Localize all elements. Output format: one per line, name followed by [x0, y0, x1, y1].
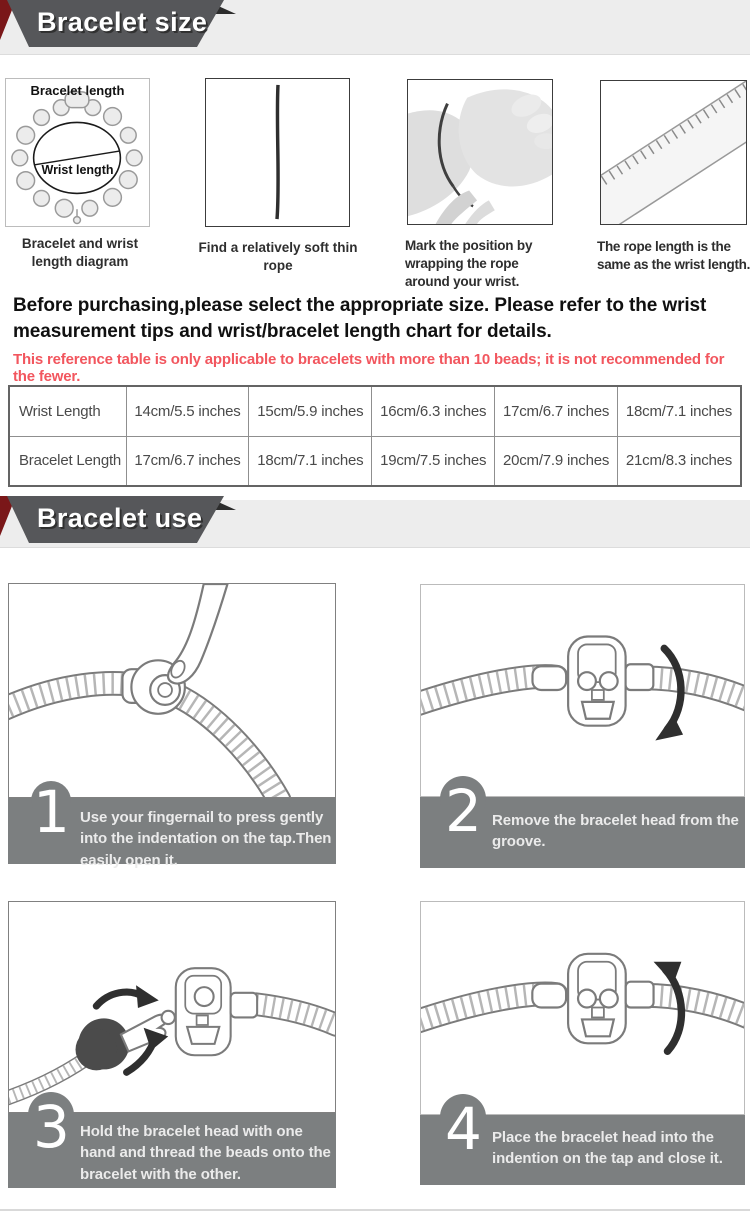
- step-3-text: Hold the bracelet head with one hand and thread the beads onto the bracelet with the other.: [80, 1123, 331, 1183]
- step-1-illustration: [8, 583, 336, 798]
- figure-caption-ruler: The rope length is the same as the wrist length.: [597, 239, 750, 272]
- bottom-divider: [0, 1209, 750, 1211]
- step-4-caption-bar: [420, 1095, 745, 1185]
- use-banner-title: Bracelet use: [37, 503, 203, 533]
- figure-caption-diagram: Bracelet and wrist length diagram: [21, 236, 139, 269]
- bracelet-length-label: Bracelet length: [30, 83, 125, 98]
- size-banner-ribbon: [0, 0, 242, 48]
- step-3-caption-bar: [8, 1093, 336, 1188]
- step-1-number: 1: [33, 778, 70, 846]
- table-row-bracelet: [9, 436, 741, 486]
- bracelet-length-header: Bracelet Length: [9, 436, 126, 486]
- step-4-text: Place the bracelet head into the indention on the tap and close it.: [492, 1129, 723, 1168]
- figure-caption-rope: Find a relatively soft thin rope: [198, 240, 358, 273]
- bracelet-cell-1: 17cm/6.7 inches: [126, 436, 249, 486]
- step-1-text: Use your fingernail to press gently into the indentation on the tap.Then easily open it.: [80, 809, 332, 869]
- size-warning-text: This reference table is only applicable to bracelets with more than 10 beads; it is not recommended for the fewer.: [13, 351, 725, 385]
- size-table: [8, 385, 742, 487]
- wrist-length-label: Wrist length: [41, 163, 114, 177]
- step-3-illustration: [8, 901, 336, 1113]
- use-step-3-panel: [8, 901, 336, 1188]
- wrist-cell-2: 15cm/5.9 inches: [249, 386, 372, 436]
- figure-bracelet-diagram: [5, 78, 150, 227]
- figure-rope: [205, 78, 350, 227]
- step-1-caption-bar: [8, 778, 336, 869]
- wrist-length-header: Wrist Length: [9, 386, 126, 436]
- bracelet-cell-4: 20cm/7.9 inches: [495, 436, 618, 486]
- figure-caption-wrap: Mark the position by wrapping the rope around your wrist.: [405, 238, 533, 289]
- use-banner-ribbon: [0, 496, 242, 544]
- wrist-cell-5: 18cm/7.1 inches: [618, 386, 742, 436]
- step-2-text: Remove the bracelet head from the groove.: [492, 812, 739, 851]
- wrist-cell-4: 17cm/6.7 inches: [495, 386, 618, 436]
- bracelet-cell-2: 18cm/7.1 inches: [249, 436, 372, 486]
- bracelet-cell-3: 19cm/7.5 inches: [372, 436, 495, 486]
- wrist-cell-1: 14cm/5.5 inches: [126, 386, 249, 436]
- step-4-number: 4: [445, 1095, 482, 1163]
- step-3-number: 3: [33, 1093, 70, 1161]
- step-2-illustration: [420, 584, 745, 797]
- bracelet-diagram-illustration: [6, 79, 149, 226]
- ruler-illustration: [601, 81, 746, 224]
- use-step-2-panel: [420, 584, 745, 868]
- step-4-illustration: [420, 901, 745, 1115]
- wrist-wrap-illustration: [408, 80, 552, 224]
- use-step-1-panel: [8, 583, 336, 869]
- figure-ruler: [600, 80, 747, 225]
- rope-illustration: [206, 79, 349, 226]
- bracelet-cell-5: 21cm/8.3 inches: [618, 436, 742, 486]
- table-row-wrist: [9, 386, 741, 436]
- size-banner-title: Bracelet size: [37, 7, 208, 37]
- use-step-4-panel: [420, 901, 745, 1185]
- size-intro-text: Before purchasing,please select the appropriate size. Please refer to the wrist measurement tips and wrist/bracelet length chart for details.: [13, 295, 707, 343]
- step-2-number: 2: [445, 777, 482, 845]
- step-2-caption-bar: [420, 777, 745, 868]
- figure-wrist-wrap: [407, 79, 553, 225]
- wrist-cell-3: 16cm/6.3 inches: [372, 386, 495, 436]
